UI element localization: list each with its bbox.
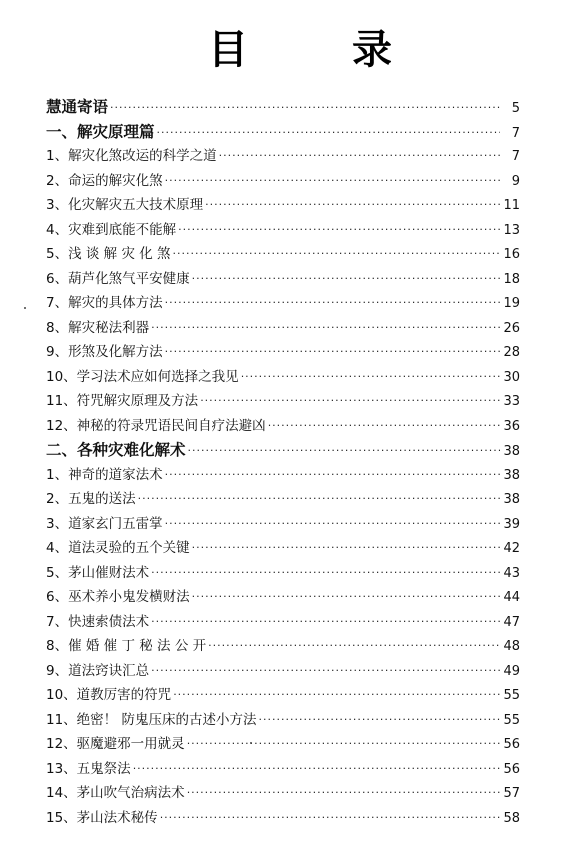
toc-entry-label: 5、茅山催财法术: [46, 564, 150, 581]
toc-page-number: 11: [503, 198, 520, 213]
toc-entry-row: [46, 683, 520, 708]
toc-page-number: 7: [511, 149, 520, 164]
dot-leader: [165, 462, 500, 488]
toc-section-row: [46, 95, 520, 120]
toc-entry-row: [46, 463, 520, 488]
dot-leader: [151, 315, 500, 341]
toc-page-number: 49: [503, 663, 520, 679]
toc-page-number: 5: [511, 101, 520, 116]
scan-speck: [24, 307, 26, 309]
toc-entry-label: 6、巫术养小鬼发横财法: [46, 589, 190, 605]
dot-leader: [165, 290, 500, 316]
toc-entry-row: [46, 267, 520, 292]
dot-leader: [157, 119, 500, 146]
toc-entry-label: 1、神奇的道家法术: [46, 466, 163, 483]
toc-page-number: 56: [503, 761, 520, 777]
toc-entry-label: 11、符咒解灾原理及方法: [46, 393, 199, 409]
toc-page-number: 18: [503, 271, 520, 287]
toc-page-number: 30: [503, 369, 520, 385]
toc-entry-label: 7、解灾的具体方法: [46, 295, 163, 311]
toc-entry-label: 1、解灾化煞改运的科学之道: [46, 148, 217, 164]
toc-page-number: 39: [503, 516, 520, 532]
toc-page-number: 36: [503, 418, 520, 434]
toc-entry-row: [46, 781, 520, 806]
dot-leader: [205, 192, 500, 218]
dot-leader: [219, 143, 500, 169]
dot-leader: [208, 633, 500, 659]
toc-entry-row: [46, 218, 520, 243]
toc-page-number: 58: [503, 810, 520, 826]
toc-entry-row: [46, 242, 520, 267]
toc-page-number: 48: [503, 639, 520, 654]
toc-entry-label: 4、灾难到底能不能解: [46, 221, 177, 238]
toc-entry-label: 2、五鬼的送法: [46, 491, 136, 507]
dot-leader: [151, 609, 500, 635]
toc-entry-row: [46, 193, 520, 218]
dot-leader: [178, 217, 500, 243]
toc-entry-row: [46, 708, 520, 733]
title-char-2: 录: [352, 27, 392, 73]
toc-entry-row: [46, 144, 520, 169]
dot-leader: [165, 339, 500, 365]
toc-page-number: 19: [503, 296, 520, 311]
toc-page-number: 57: [503, 786, 520, 801]
toc-entry-row: [46, 634, 520, 659]
toc-entry-row: [46, 316, 520, 341]
toc-entry-label: 6、葫芦化煞气平安健康: [46, 270, 190, 287]
dot-leader: [192, 266, 500, 292]
toc-entry-row: [46, 659, 520, 684]
toc-entry-label: 一、解灾原理篇: [46, 122, 155, 141]
toc-entry-row: [46, 561, 520, 586]
dot-leader: [173, 241, 500, 267]
toc-entry-label: 3、化灾解灾五大技术原理: [46, 197, 204, 213]
title-char-1: 目: [208, 27, 248, 73]
toc-entry-row: [46, 757, 520, 782]
toc-page-number: 9: [511, 173, 520, 189]
toc-entry-label: 12、驱魔避邪一用就灵: [46, 736, 185, 752]
toc-page-number: 55: [503, 712, 520, 728]
toc-entry-row: [46, 806, 520, 831]
dot-leader: [188, 437, 500, 464]
toc-entry-label: 2、命运的解灾化煞: [46, 172, 163, 189]
toc-entry-label: 二、各种灾难化解术: [46, 441, 186, 459]
dot-leader: [192, 535, 500, 561]
toc-entry-label: 11、绝密！ 防鬼压床的古述小方法: [46, 711, 257, 728]
toc-entry-row: [46, 585, 520, 610]
toc-entry-label: 9、道法窍诀汇总: [46, 662, 150, 679]
toc-entry-label: 9、形煞及化解方法: [46, 344, 163, 360]
toc-entry-label: 慧通寄语: [46, 98, 109, 116]
toc-entry-row: [46, 536, 520, 561]
toc-entry-row: [46, 389, 520, 414]
toc-entry-label: 7、快速索债法术: [46, 613, 150, 630]
toc-entry-label: 13、五鬼祭法: [46, 760, 131, 777]
toc-page-number: 55: [503, 688, 520, 703]
toc-section-row: [46, 438, 520, 463]
toc-page-number: 38: [503, 444, 520, 459]
dot-leader: [241, 364, 500, 390]
toc-section-row: [46, 120, 520, 145]
toc-entry-label: 12、神秘的符录咒语民间自疗法避凶: [46, 417, 266, 434]
page-title: [0, 24, 564, 76]
toc-page-number: 7: [511, 125, 520, 141]
dot-leader: [151, 560, 500, 586]
toc-entry-label: 10、道教厉害的符咒: [46, 687, 172, 703]
dot-leader: [187, 731, 500, 757]
toc-entry-label: 8、催 婚 催 丁 秘 法 公 开: [46, 638, 207, 654]
dot-leader: [110, 94, 500, 121]
toc-page-number: 28: [503, 345, 520, 360]
toc-entry-row: [46, 340, 520, 365]
dot-leader: [200, 388, 500, 414]
toc-entry-label: 3、道家玄门五雷掌: [46, 515, 163, 532]
toc-page-number: 13: [503, 222, 520, 238]
toc-entry-row: [46, 291, 520, 316]
toc-entry-row: [46, 365, 520, 390]
toc-page-number: 26: [503, 320, 520, 336]
scan-speck: [250, 742, 252, 744]
toc-page-number: 43: [503, 565, 520, 581]
toc-entry-row: [46, 512, 520, 537]
toc-page-number: 38: [503, 492, 520, 507]
toc-entry-label: 10、学习法术应如何选择之我见: [46, 368, 239, 385]
dot-leader: [160, 805, 500, 831]
toc-entry-row: [46, 610, 520, 635]
dot-leader: [187, 780, 500, 806]
toc-page-number: 56: [503, 737, 520, 752]
table-of-contents: [46, 95, 520, 830]
dot-leader: [258, 707, 500, 733]
dot-leader: [133, 756, 500, 782]
toc-page-number: 33: [503, 394, 520, 409]
toc-entry-label: 4、道法灵验的五个关键: [46, 540, 190, 556]
toc-entry-label: 5、浅 谈 解 灾 化 煞: [46, 246, 171, 262]
dot-leader: [138, 486, 500, 512]
dot-leader: [173, 682, 500, 708]
toc-entry-row: [46, 169, 520, 194]
toc-page-number: 44: [503, 590, 520, 605]
toc-page-number: 42: [503, 541, 520, 556]
toc-entry-label: 15、茅山法术秘传: [46, 809, 158, 826]
dot-leader: [165, 511, 500, 537]
toc-page-number: 47: [503, 614, 520, 630]
toc-page-number: 16: [503, 247, 520, 262]
toc-entry-label: 8、解灾秘法利器: [46, 319, 150, 336]
dot-leader: [165, 168, 500, 194]
toc-entry-row: [46, 732, 520, 757]
dot-leader: [268, 413, 500, 439]
toc-entry-row: [46, 487, 520, 512]
toc-entry-row: [46, 414, 520, 439]
toc-entry-label: 14、茅山吹气治病法术: [46, 785, 185, 801]
toc-page-number: 38: [503, 467, 520, 483]
dot-leader: [151, 658, 500, 684]
dot-leader: [192, 584, 500, 610]
